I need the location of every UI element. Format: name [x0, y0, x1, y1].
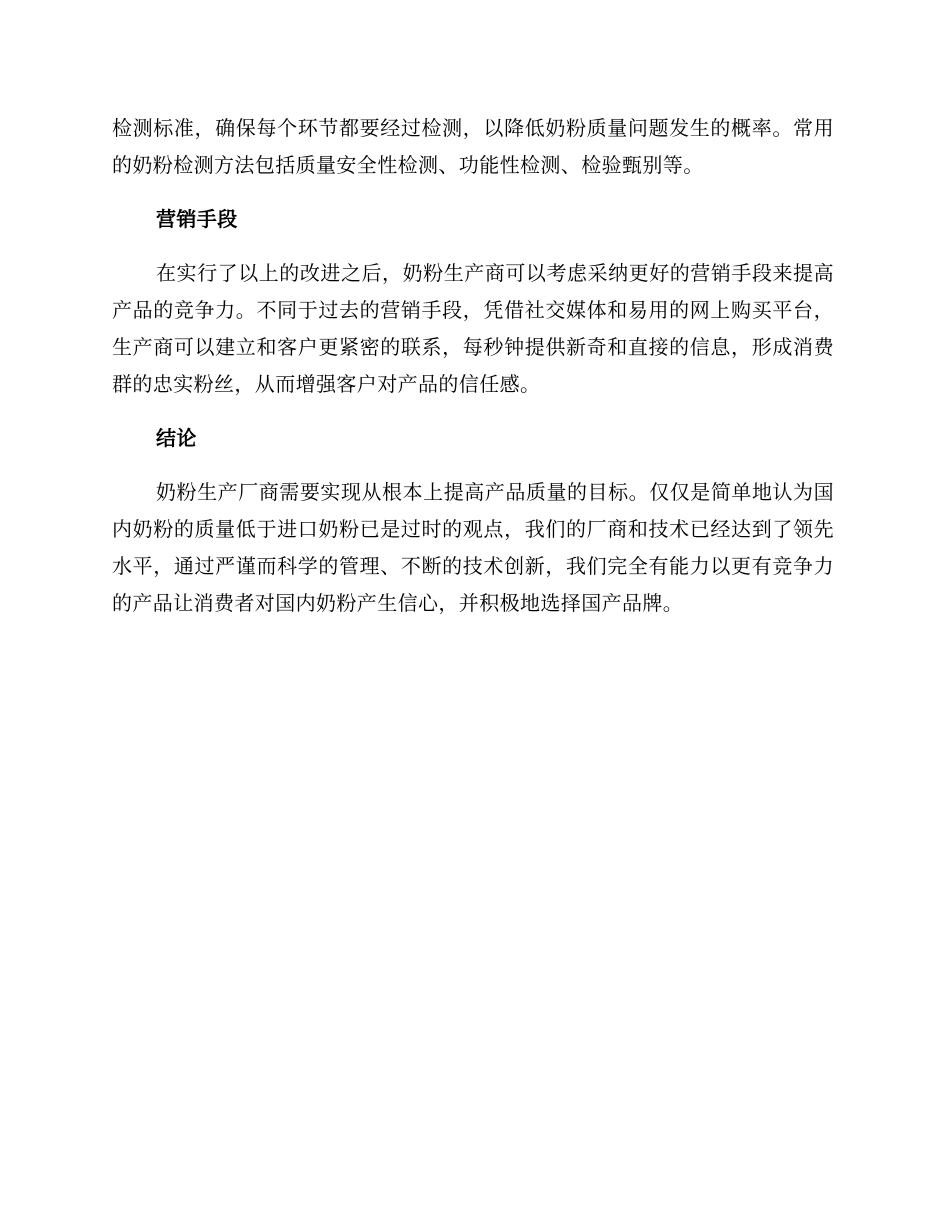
- document-page: [112, 110, 834, 622]
- section-heading-marketing: 营销手段: [156, 207, 238, 231]
- section-conclusion: [112, 420, 834, 622]
- section-paragraph-conclusion: 奶粉生产厂商需要实现从根本上提高产品质量的目标。仅仅是简单地认为国内奶粉的质量低于进口奶粉已是过时的观点，我们的厂商和技术已经达到了领先水平，通过严谨而科学的管理、不断的技术创新，我们完全有能力以更有竞争力的产品让消费者对国内奶粉产生信心，并积极地选择国产品牌。: [112, 480, 834, 615]
- section-marketing: [112, 201, 834, 403]
- section-paragraph-marketing: 在实行了以上的改进之后，奶粉生产商可以考虑采纳更好的营销手段来提高产品的竞争力。不同于过去的营销手段，凭借社交媒体和易用的网上购买平台，生产商可以建立和客户更紧密的联系，每秒钟提供新奇和直接的信息，形成消费群的忠实粉丝，从而增强客户对产品的信任感。: [112, 261, 834, 396]
- section-heading-conclusion: 结论: [156, 426, 197, 450]
- continuation-paragraph: 检测标准，确保每个环节都要经过检测，以降低奶粉质量问题发生的概率。常用的奶粉检测方法包括质量安全性检测、功能性检测、检验甄别等。: [112, 116, 834, 177]
